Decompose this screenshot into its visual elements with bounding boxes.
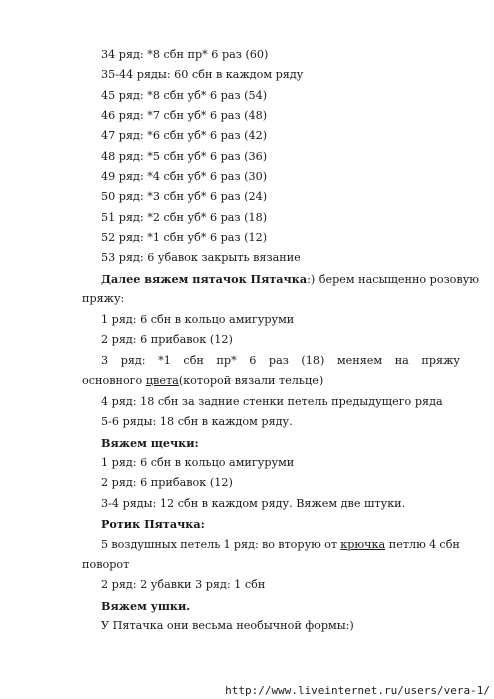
word: петлю	[388, 538, 426, 551]
mouth-row-1-cont: поворот	[82, 558, 130, 571]
ears-heading: Вяжем ушки.	[101, 599, 191, 613]
cheeks-row-2: 2 ряд: 6 прибавок (12)	[101, 476, 233, 489]
pattern-row-53: 53 ряд: 6 убавок закрыть вязание	[101, 251, 301, 264]
cheeks-row-1: 1 ряд: 6 сбн в кольцо амигуруми	[101, 456, 295, 469]
nose-row-1: 1 ряд: 6 сбн в кольцо амигуруми	[101, 313, 295, 326]
word: 3	[101, 354, 109, 367]
cheeks-heading: Вяжем щечки:	[101, 436, 199, 450]
pattern-row-47: 47 ряд: *6 сбн уб* 6 раз (42)	[101, 129, 268, 142]
nose-heading: Далее вяжем пятачок Пятачка	[101, 272, 308, 286]
pattern-row-50: 50 ряд: *3 сбн уб* 6 раз (24)	[101, 190, 268, 203]
text: (которой вязали тельце)	[178, 374, 324, 387]
word: *1	[158, 354, 171, 367]
ears-text: У Пятачка они весьма необычной формы:)	[101, 619, 354, 632]
cheeks-row-3-4: 3-4 ряды: 12 сбн в каждом ряду. Вяжем две штуки.	[101, 497, 406, 510]
pattern-row-35-44: 35-44 ряды: 60 сбн в каждом ряду	[101, 68, 304, 81]
pattern-row-46: 46 ряд: *7 сбн уб* 6 раз (48)	[101, 109, 268, 122]
word: от	[324, 538, 338, 551]
mouth-heading: Ротик Пятачка:	[101, 517, 205, 531]
nose-heading-line	[101, 272, 480, 287]
nose-heading-tail: :) берем насыщенно розовую	[307, 273, 480, 286]
word: во	[261, 538, 275, 551]
word: сбн	[439, 538, 460, 551]
word: 6	[249, 354, 257, 367]
pattern-row-45: 45 ряд: *8 сбн уб* 6 раз (54)	[101, 89, 268, 102]
word: пр*	[216, 354, 237, 367]
nose-row-3-cont	[82, 374, 323, 388]
word: раз	[268, 354, 289, 367]
word: 4	[429, 538, 437, 551]
pattern-row-51: 51 ряд: *2 сбн уб* 6 раз (18)	[101, 211, 268, 224]
pattern-row-48: 48 ряд: *5 сбн уб* 6 раз (36)	[101, 150, 268, 163]
word: пряжу	[421, 354, 460, 367]
word: 1	[223, 538, 231, 551]
word: ряд:	[120, 354, 146, 367]
word: петель	[180, 538, 221, 551]
nose-row-5-6: 5-6 ряды: 18 сбн в каждом ряду.	[101, 415, 293, 428]
mouth-row-1	[101, 538, 460, 552]
word: меняем	[336, 354, 383, 367]
text: основного	[82, 374, 146, 387]
nose-heading-cont: пряжу:	[82, 292, 125, 305]
pattern-row-34: 34 ряд: *8 сбн пр* 6 раз (60)	[101, 48, 269, 61]
hook-link[interactable]: крючка	[340, 538, 386, 551]
pattern-row-49: 49 ряд: *4 сбн уб* 6 раз (30)	[101, 170, 268, 183]
word: ряд:	[233, 538, 259, 551]
word: (18)	[301, 354, 325, 367]
mouth-row-2-3: 2 ряд: 2 убавки 3 ряд: 1 сбн	[101, 578, 266, 591]
word: воздушных	[111, 538, 178, 551]
word: 5	[101, 538, 109, 551]
color-link[interactable]: цвета	[145, 374, 179, 387]
word: вторую	[278, 538, 321, 551]
nose-row-4: 4 ряд: 18 сбн за задние стенки петель предыдущего ряда	[101, 395, 443, 408]
pattern-row-52: 52 ряд: *1 сбн уб* 6 раз (12)	[101, 231, 268, 244]
word: сбн	[183, 354, 204, 367]
nose-row-2: 2 ряд: 6 прибавок (12)	[101, 333, 233, 346]
nose-row-3	[101, 354, 460, 368]
word: на	[394, 354, 409, 367]
source-url[interactable]: http://www.liveinternet.ru/users/vera-1/	[225, 684, 490, 697]
